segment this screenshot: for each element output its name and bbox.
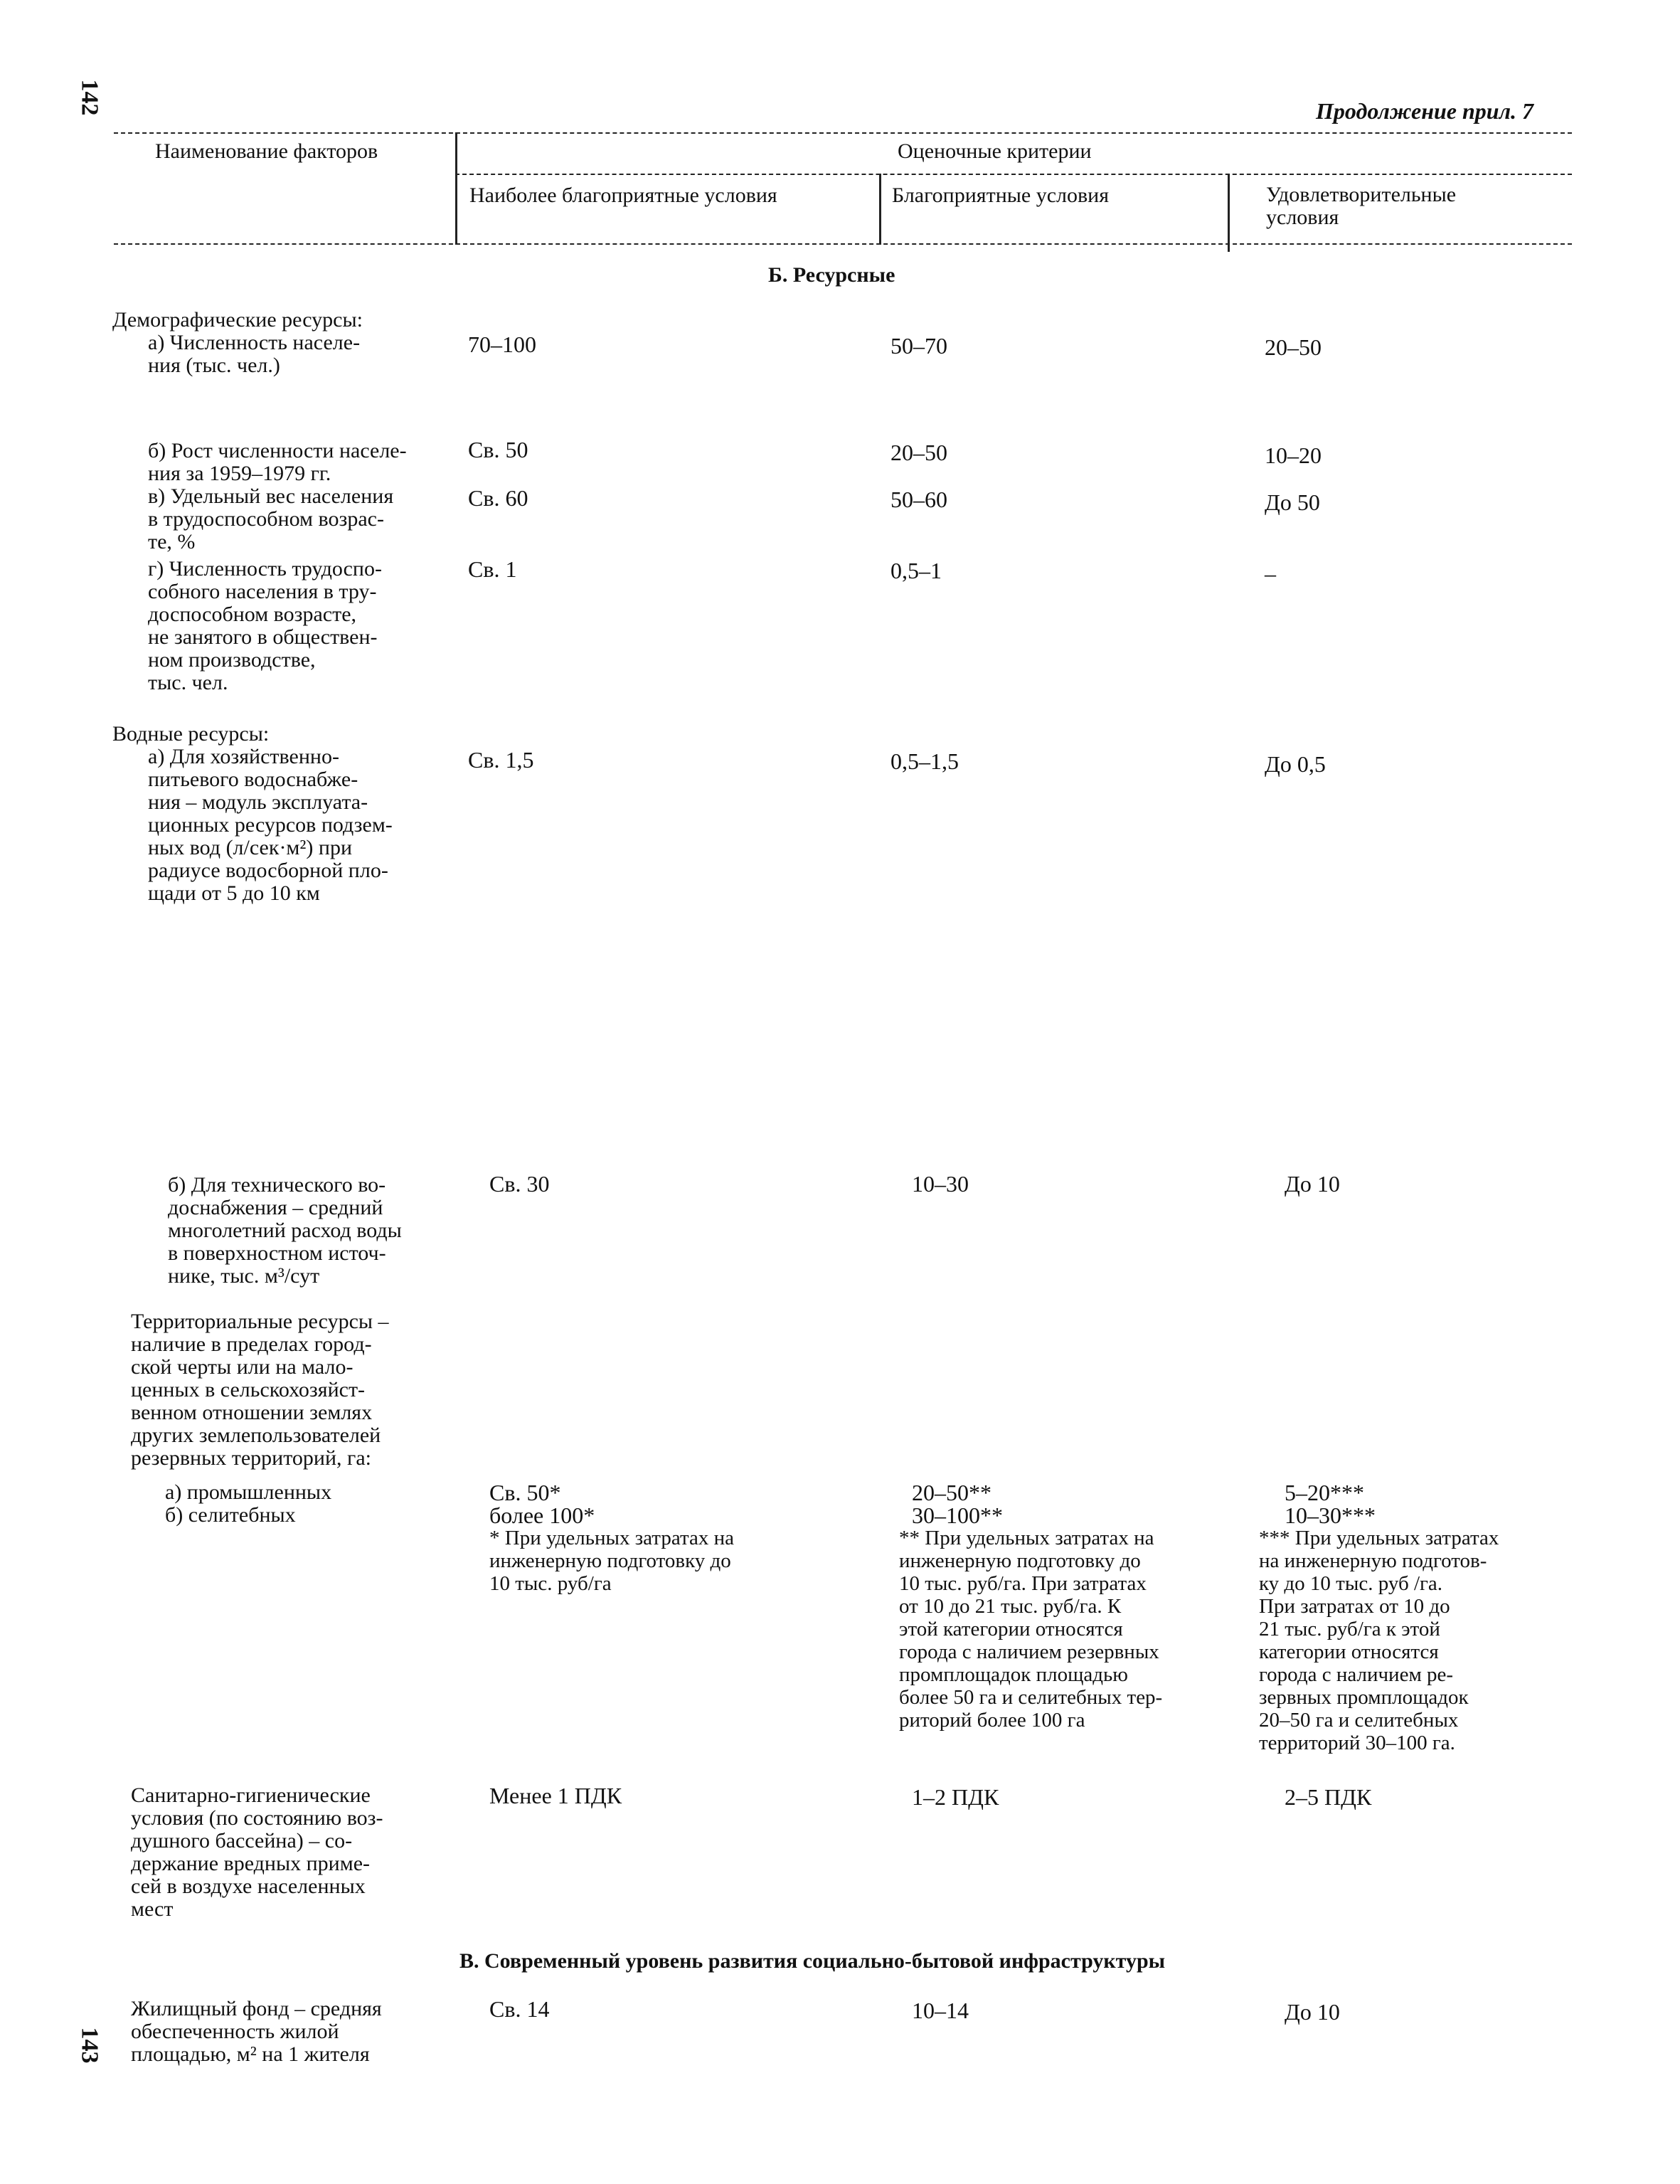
table-top-rule (114, 132, 1572, 134)
factor-demographic: Демографические ресурсы: (112, 308, 363, 332)
factor-technical-water: б) Для технического во- доснабжения – средний многолетний расход воды в поверхностном источ- нике, тыс. м³/сут (168, 1173, 402, 1288)
value-technical-water-good: 10–30 (912, 1171, 969, 1197)
value-population-best: 70–100 (468, 332, 536, 357)
value-population-good: 50–70 (890, 333, 947, 359)
value-housing-good: 10–14 (912, 1998, 969, 2023)
header-col-best: Наиболее благоприятные условия (469, 184, 777, 207)
value-drinking-water-good: 0,5–1,5 (890, 748, 959, 774)
factor-unemployed: г) Численность трудоспо- собного населения в тру- доспособном возрасте, не занятого в обществен- ном производстве, тыс. чел. (148, 557, 382, 694)
header-criteria: Оценочные критерии (898, 139, 1092, 163)
value-sanitary-good: 1–2 ПДК (912, 1784, 999, 1810)
header-col-good: Благоприятные условия (892, 184, 1110, 207)
factor-growth: б) Рост численности населе- ния за 1959–1979 гг. (148, 439, 407, 485)
value-technical-water-best: Св. 30 (489, 1171, 550, 1197)
value-unemployed-good: 0,5–1 (890, 558, 942, 583)
divider-factors (455, 132, 457, 245)
divider-good (1228, 174, 1230, 252)
value-working-age-share-ok: До 50 (1265, 489, 1320, 515)
value-technical-water-ok: До 10 (1285, 1171, 1340, 1197)
value-unemployed-ok: – (1265, 561, 1276, 586)
value-territorial-good: 20–50** 30–100** (912, 1480, 1003, 1528)
header-factors: Наименование факторов (155, 139, 378, 163)
factor-territorial-types: а) промышленных б) селитебных (165, 1480, 332, 1527)
page-number-bottom: 143 (76, 2027, 103, 2064)
factor-drinking-water: а) Для хозяйственно- питьевого водоснабже- ния – модуль эксплуата- ционных ресурсов подзем- ных вод (л/сек·м²) при радиусе водосборной пло- щади от 5 до 10 км (148, 745, 393, 905)
value-growth-best: Св. 50 (468, 437, 528, 462)
factor-working-age-share: в) Удельный вес населения в трудоспособном возрас- те, % (148, 484, 394, 553)
value-growth-ok: 10–20 (1265, 442, 1322, 468)
value-territorial-ok: 5–20*** 10–30*** (1285, 1480, 1376, 1528)
header-col-ok: Удовлетворительные условия (1266, 183, 1457, 229)
value-housing-best: Св. 14 (489, 1996, 550, 2022)
value-drinking-water-best: Св. 1,5 (468, 747, 534, 773)
factor-water: Водные ресурсы: (112, 722, 270, 746)
note-territorial-best: * При удельных затратах на инженерную подготовку до 10 тыс. руб/га (489, 1527, 734, 1595)
divider-best (879, 174, 881, 245)
section-title-v: В. Современный уровень развития социально-бытовой инфраструктуры (459, 1949, 1166, 1973)
note-territorial-ok: *** При удельных затратах на инженерную подготов- ку до 10 тыс. руб /га. При затратах от 10 до 21 тыс. руб/га к этой категории относятся города с наличием ре- зервных промплощадок 20–50 га и селитебных территорий 30–100 га. (1259, 1527, 1499, 1754)
criteria-rule (455, 174, 1572, 175)
section-title-b: Б. Ресурсные (768, 263, 895, 287)
value-working-age-share-best: Св. 60 (468, 485, 528, 511)
value-drinking-water-ok: До 0,5 (1265, 751, 1326, 777)
value-growth-good: 20–50 (890, 440, 947, 465)
note-territorial-good: ** При удельных затратах на инженерную подготовку до 10 тыс. руб/га. При затратах от 10 до 21 тыс. руб/га. К этой категории относятся города с наличием резервных промплощадок площадью более 50 га и селитебных тер- риторий более 100 га (899, 1527, 1163, 1732)
factor-sanitary: Санитарно-гигиенические условия (по состоянию воз- душного бассейна) – со- держание вредных приме- сей в воздухе населенных мест (131, 1783, 383, 1921)
value-housing-ok: До 10 (1285, 1999, 1340, 2025)
value-population-ok: 20–50 (1265, 334, 1322, 360)
continuation-label: Продолжение прил. 7 (1316, 98, 1533, 124)
header-bottom-rule (114, 243, 1572, 245)
value-unemployed-best: Св. 1 (468, 556, 517, 582)
value-sanitary-ok: 2–5 ПДК (1285, 1784, 1372, 1810)
value-working-age-share-good: 50–60 (890, 487, 947, 512)
page-number-top: 142 (76, 79, 103, 116)
value-territorial-best: Св. 50* более 100* (489, 1480, 595, 1528)
factor-population: а) Численность населе- ния (тыс. чел.) (148, 331, 361, 377)
factor-housing: Жилищный фонд – средняя обеспеченность жилой площадью, м² на 1 жителя (131, 1997, 382, 2066)
value-sanitary-best: Менее 1 ПДК (489, 1783, 622, 1808)
factor-territorial: Территориальные ресурсы – наличие в пределах город- ской черты или на мало- ценных в сельскохозяйст- венном отношении землях других землепользователей резервных территорий, га: (131, 1310, 389, 1470)
